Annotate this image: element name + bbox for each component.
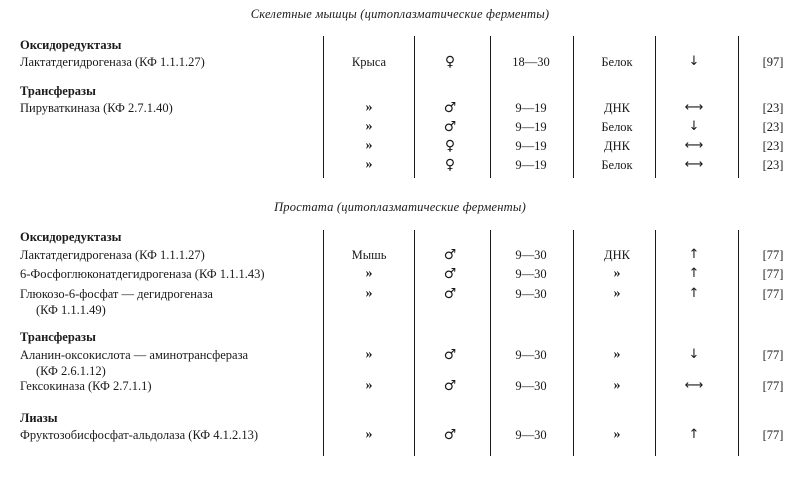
age-cell: 9—19 [515,158,547,172]
material-cell: Белок [601,120,633,134]
table-row-group [0,36,800,54]
reference-cell: [77] [762,287,784,301]
age-cell: 9—30 [515,428,547,442]
age-cell: 9—30 [515,348,547,362]
ditto-mark: » [613,347,621,362]
table-row [0,53,800,71]
enzyme-name: Аланин-оксокислота — аминотрансфераза [20,348,249,362]
age-cell: 9—19 [515,101,547,115]
reference-cell: [23] [762,120,784,134]
table-row-group [0,328,800,346]
table-row-group [0,228,800,246]
arrow-down-icon: ↓ [688,54,700,69]
male-sex-icon: ♂ [443,347,457,363]
female-sex-icon: ♀ [444,138,456,154]
enzyme-name: Пируваткиназа (КФ 2.7.1.40) [20,101,173,115]
reference-cell: [23] [762,101,784,115]
age-cell: 9—30 [515,267,547,281]
ditto-mark: » [613,266,621,281]
age-cell: 9—19 [515,139,547,153]
male-sex-icon: ♂ [443,247,457,263]
table-row-continuation [0,301,800,319]
group-label: Оксидоредуктазы [20,230,122,244]
age-cell: 9—19 [515,120,547,134]
table-row [0,246,800,264]
ditto-mark: » [365,119,373,134]
reference-cell: [23] [762,139,784,153]
reference-cell: [23] [762,158,784,172]
table-row [0,265,800,283]
arrow-down-icon: ↓ [688,119,700,134]
table-row-group [0,409,800,427]
reference-cell: [77] [762,348,784,362]
group-label: Лиазы [20,411,58,425]
enzyme-name: Гексокиназа (КФ 2.7.1.1) [20,379,152,393]
material-cell: Белок [601,55,633,69]
table-row [0,156,800,174]
ditto-mark: » [365,427,373,442]
species-cell: Мышь [351,248,387,262]
arrow-up-icon: ↑ [688,286,700,301]
reference-cell: [97] [762,55,784,69]
enzyme-name-continuation: (КФ 1.1.1.49) [36,303,106,317]
section-title-prostate: Простата (цитоплазматические ферменты) [274,200,526,214]
arrow-up-icon: ↑ [688,247,700,262]
arrow-both-icon: ⟷ [684,378,704,393]
female-sex-icon: ♀ [444,54,456,70]
section-title-skeletal-muscle: Скелетные мышцы (цитоплазматические ферменты) [250,7,550,21]
arrow-both-icon: ⟷ [684,138,704,153]
ditto-mark: » [613,286,621,301]
ditto-mark: » [365,138,373,153]
male-sex-icon: ♂ [443,266,457,282]
group-label: Трансферазы [20,330,96,344]
ditto-mark: » [365,378,373,393]
table-row [0,118,800,136]
table-row [0,377,800,395]
ditto-mark: » [365,266,373,281]
ditto-mark: » [365,347,373,362]
age-cell: 18—30 [512,55,550,69]
male-sex-icon: ♂ [443,286,457,302]
enzyme-name: Фруктозобисфосфат-альдолаза (КФ 4.1.2.13) [20,428,259,442]
male-sex-icon: ♂ [443,378,457,394]
enzyme-name-continuation: (КФ 2.6.1.12) [36,364,106,378]
age-cell: 9—30 [515,248,547,262]
species-cell: Крыса [351,55,387,69]
arrow-down-icon: ↓ [688,347,700,362]
arrow-both-icon: ⟷ [684,100,704,115]
ditto-mark: » [365,157,373,172]
enzyme-name: 6-Фосфоглюконатдегидрогеназа (КФ 1.1.1.43) [20,267,265,281]
reference-cell: [77] [762,248,784,262]
group-label: Оксидоредуктазы [20,38,122,52]
ditto-mark: » [365,286,373,301]
material-cell: Белок [601,158,633,172]
male-sex-icon: ♂ [443,100,457,116]
reference-cell: [77] [762,267,784,281]
age-cell: 9—30 [515,379,547,393]
arrow-up-icon: ↑ [688,427,700,442]
enzyme-name: Лактатдегидрогеназа (КФ 1.1.1.27) [20,248,205,262]
female-sex-icon: ♀ [444,157,456,173]
material-cell: ДНК [604,101,630,115]
reference-cell: [77] [762,428,784,442]
ditto-mark: » [365,100,373,115]
table-row [0,99,800,117]
enzyme-name: Лактатдегидрогеназа (КФ 1.1.1.27) [20,55,205,69]
table-row [0,137,800,155]
ditto-mark: » [613,427,621,442]
male-sex-icon: ♂ [443,427,457,443]
arrow-up-icon: ↑ [688,266,700,281]
arrow-both-icon: ⟷ [684,157,704,172]
male-sex-icon: ♂ [443,119,457,135]
ditto-mark: » [613,378,621,393]
enzyme-name: Глюкозо-6-фосфат — дегидрогеназа [20,287,213,301]
material-cell: ДНК [604,248,630,262]
table-row [0,426,800,444]
group-label: Трансферазы [20,84,96,98]
reference-cell: [77] [762,379,784,393]
table-row-group [0,82,800,100]
material-cell: ДНК [604,139,630,153]
age-cell: 9—30 [515,287,547,301]
